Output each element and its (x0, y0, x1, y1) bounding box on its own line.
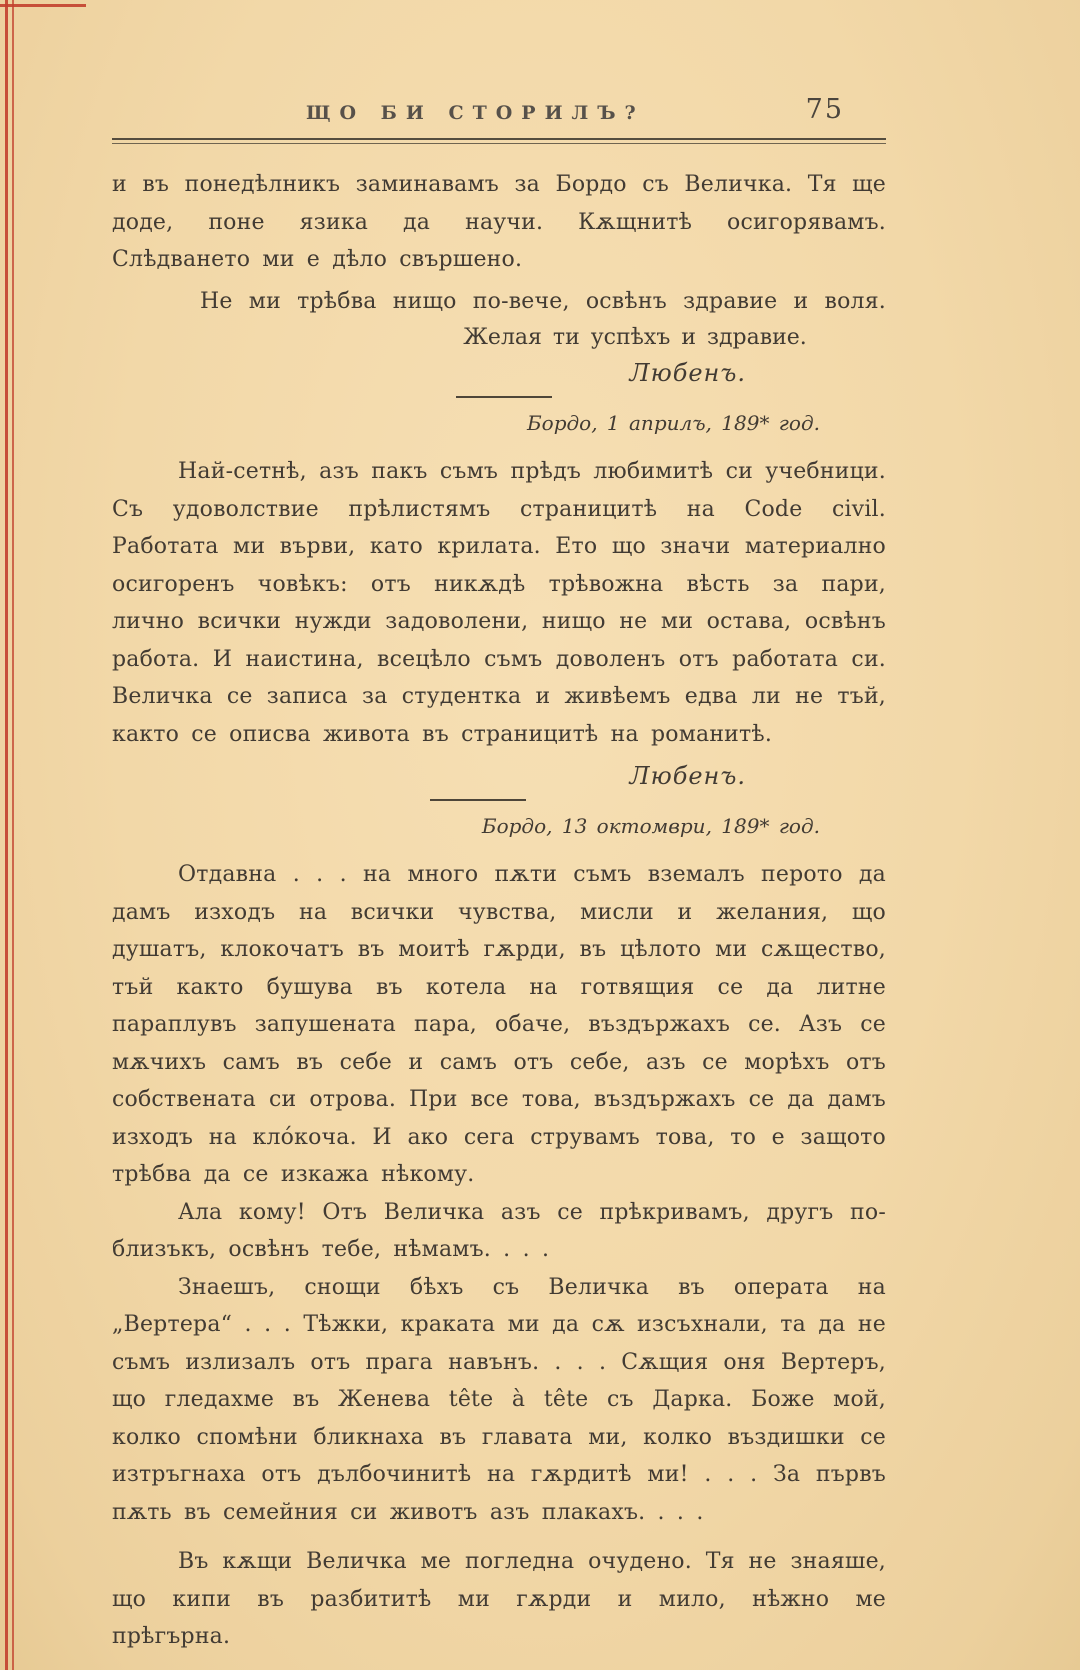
scan-edge-line-horizontal (0, 4, 86, 7)
paragraph-continuation: и въ понедѣлникъ заминавамъ за Бордо съ Величка. Тя ще доде, поне язика да научи. Кѫщнитѣ осигорявамъ. Слѣдването ми е дѣло свършено. (112, 172, 886, 272)
dateline: Бордо, 13 октомври, 189* год. (481, 814, 820, 838)
paragraph: Въ кѫщи Величка ме погледна очудено. Тя не знаяше, що кипи въ разбититѣ ми гѫрди и мило, нѣжно ме прѣгърна. (112, 1549, 886, 1649)
page-header (112, 94, 886, 132)
dateline: Бордо, 1 априлъ, 189* год. (526, 411, 820, 435)
separator-rule (456, 396, 552, 398)
paragraph: Най-сетнѣ, азъ пакъ съмъ прѣдъ любимитѣ си учебници. Съ удоволствие прѣлистямъ страницитѣ на Code civil. Работата ми върви, като крилата. Ето що значи материално осигоренъ човѣкъ: отъ никѫдѣ трѣвожна вѣсть за пари, лично всички нужди задоволени, нищо не ми остава, освѣнъ работа. И наистина, всецѣло съмъ доволенъ отъ работата си. Величка се записа за студентка и живѣемъ едва ли не тъй, както се описва живота въ страницитѣ на романитѣ. (112, 459, 886, 747)
scan-edge-line-vertical-2 (12, 0, 14, 1670)
page-number: 75 (805, 94, 844, 125)
scan-edge-line-vertical (5, 0, 8, 1670)
header-rule (112, 138, 886, 144)
signature: Любенъ. (629, 359, 746, 387)
paragraph: Знаешъ, снощи бѣхъ съ Величка въ операта на „Вертера“ . . . Тѣжки, краката ми да сѫ изсъхнали, та да не съмъ излизалъ отъ прага навънъ. . . . Сѫщия оня Вертеръ, що гледахме въ Женева tête à tête съ Дарка. Боже мой, колко спомѣни бликнаха въ главата ми, колко въздишки се изтръгнаха отъ дълбочинитѣ на гѫрдитѣ ми! . . . За първъ пѫть въ семейния си животъ азъ плакахъ. . . . (112, 1274, 886, 1525)
text-block (112, 94, 886, 1656)
paragraph-centered: Желая ти успѣхъ и здравие. (463, 325, 807, 350)
paragraph: Ала кому! Отъ Величка азъ се прѣкривамъ, другъ по-близъкъ, освѣнъ тебе, нѣмамъ. . . . (112, 1199, 886, 1262)
separator-rule (430, 799, 526, 801)
paragraph: Отдавна . . . на много пѫти съмъ вземалъ перото да дамъ изходъ на всички чувства, мисли и желания, що душатъ, клокочатъ въ моитѣ гѫрди, въ цѣлото ми сѫщество, тъй както бушува въ котела на готвящия се да литне параплувъ запушената пара, обаче, въздържахъ се. Азъ се мѫчихъ самъ въ себе и самъ отъ себе, азъ се морѣхъ отъ собствената си отрова. При все това, въздържахъ се да дамъ изходъ на кло́коча. И ако сега струвамъ това, то е защото трѣбва да се изкажа нѣкому. (112, 862, 886, 1187)
running-title: ЩО БИ СТОРИЛЪ? (305, 102, 645, 124)
paragraph: Не ми трѣбва нищо по-вече, освѣнъ здравие и воля. (200, 288, 886, 314)
signature: Любенъ. (629, 762, 746, 790)
